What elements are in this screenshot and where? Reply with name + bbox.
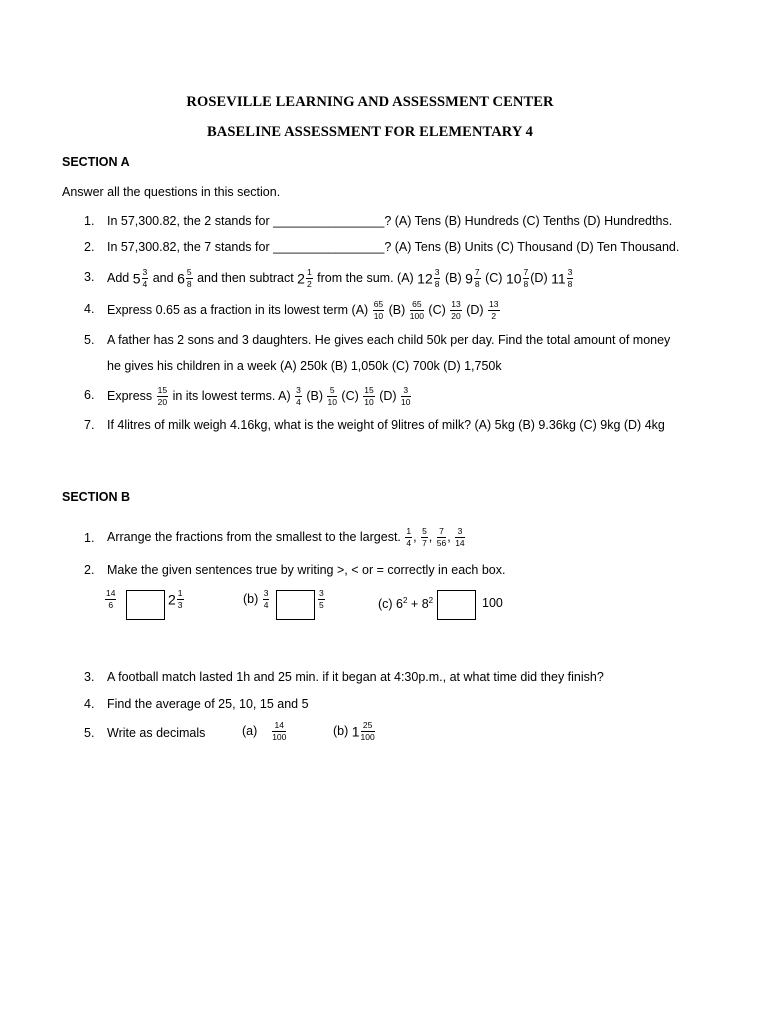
fraction	[327, 386, 336, 407]
denominator: 4	[296, 397, 301, 407]
numerator: 3	[567, 267, 573, 277]
denominator: 10	[401, 397, 411, 407]
question-text-line1: A father has 2 sons and 3 daughters. He gives each child 50k per day. Find the total amount of money	[107, 333, 671, 347]
numerator: 7	[437, 527, 446, 538]
question-number: 3.	[84, 670, 95, 684]
text-part: (B)	[385, 302, 409, 317]
numerator: 3	[263, 588, 269, 598]
fraction	[410, 300, 424, 321]
section-a-heading: SECTION A	[62, 155, 130, 169]
denominator: 20	[451, 311, 461, 321]
text-part: (D)	[375, 388, 401, 403]
question-number: 7.	[84, 418, 95, 432]
denominator: 10	[373, 311, 384, 321]
numerator: 7	[474, 267, 480, 277]
school-title: ROSEVILLE LEARNING AND ASSESSMENT CENTER	[186, 94, 554, 110]
text-part: Express	[107, 388, 156, 403]
denominator: 8	[523, 279, 529, 289]
answer-box-a[interactable]	[126, 590, 165, 620]
fraction	[105, 589, 116, 610]
numerator: 1	[406, 526, 412, 536]
numerator: 3	[296, 385, 301, 395]
whole-number: 10	[505, 270, 522, 287]
question-text: In 57,300.82, the 2 stands for ________________? (A) Tens (B) Hundreds (C) Tenths (D) Hundredths.	[107, 214, 673, 228]
answer-box-c[interactable]	[437, 590, 476, 620]
question-number: 1.	[84, 214, 95, 228]
question-number: 6.	[84, 388, 95, 402]
numerator: 65	[410, 300, 424, 311]
text-part: in its lowest terms. A)	[169, 388, 295, 403]
denominator: 2	[306, 279, 312, 289]
numerator: 5	[186, 267, 192, 277]
denominator: 14	[455, 538, 465, 548]
text-part: (C)	[337, 388, 363, 403]
denominator: 6	[108, 600, 114, 610]
text-part: Add	[107, 270, 133, 285]
whole-number: 11	[551, 270, 566, 287]
denominator: 7	[422, 538, 427, 548]
numerator: 13	[489, 299, 499, 309]
fraction	[437, 527, 446, 548]
question-number: 1.	[84, 531, 95, 545]
compare-a-right	[168, 589, 185, 610]
fraction	[405, 527, 412, 548]
numerator: 14	[272, 721, 286, 732]
text-part: from the sum. (A)	[313, 270, 418, 285]
fraction	[401, 386, 410, 407]
fraction	[263, 589, 270, 610]
fraction	[306, 268, 313, 289]
denominator: 5	[319, 600, 324, 610]
numerator: 7	[523, 267, 529, 277]
whole-number: 1	[351, 723, 360, 740]
question-number: 2.	[84, 563, 95, 577]
question-body	[107, 527, 466, 548]
fraction	[488, 300, 499, 321]
numerator: 15	[157, 385, 168, 395]
denominator: 4	[142, 279, 148, 289]
numerator: 1	[177, 588, 183, 598]
whole-number: 2	[168, 591, 176, 608]
denominator: 4	[263, 600, 269, 610]
denominator: 8	[434, 279, 440, 289]
numerator: 14	[106, 588, 116, 598]
text-part: + 8	[407, 597, 429, 612]
question-number: 4.	[84, 302, 95, 316]
text-part: (B)	[302, 388, 327, 403]
question-text: A football match lasted 1h and 25 min. if it began at 4:30p.m., at what time did they finish?	[107, 670, 604, 684]
whole-number: 2	[297, 270, 305, 287]
numerator: 65	[373, 299, 384, 309]
text-part: (C)	[481, 270, 506, 285]
question-text-line2: he gives his children in a week (A) 250k (B) 1,050k (C) 700k (D) 1,750k	[107, 359, 502, 373]
decimal-item-b	[333, 721, 376, 742]
numerator: 13	[451, 299, 461, 309]
question-text: If 4litres of milk weigh 4.16kg, what is the weight of 9litres of milk? (A) 5kg (B) 9.36kg (C) 9kg (D) 4kg	[107, 418, 665, 432]
fraction	[434, 268, 441, 289]
fraction	[455, 527, 464, 548]
denominator: 8	[567, 279, 573, 289]
decimal-item-a	[242, 721, 287, 742]
denominator: 100	[360, 732, 375, 742]
question-text: Find the average of 25, 10, 15 and 5	[107, 697, 309, 711]
question-number: 4.	[84, 697, 95, 711]
denominator: 2	[491, 311, 497, 321]
question-body	[107, 386, 412, 407]
whole-number: 12	[417, 270, 433, 287]
fraction	[272, 721, 286, 742]
numerator: 5	[327, 386, 336, 397]
item-label: (a)	[242, 723, 258, 738]
fraction	[157, 386, 168, 407]
question-number: 5.	[84, 726, 95, 740]
denominator: 56	[436, 538, 447, 548]
question-body	[107, 300, 501, 321]
whole-number: 5	[132, 270, 141, 287]
fraction	[295, 386, 302, 407]
text-part: (D)	[462, 302, 488, 317]
fraction	[177, 589, 184, 610]
question-number: 3.	[84, 270, 95, 284]
fraction	[567, 268, 574, 289]
fraction	[318, 589, 325, 610]
fraction	[142, 268, 149, 289]
question-number: 2.	[84, 240, 95, 254]
denominator: 3	[177, 600, 183, 610]
text-part: Express 0.65 as a fraction in its lowest term (A)	[107, 302, 372, 317]
denominator: 8	[474, 279, 480, 289]
numerator: 3	[401, 386, 410, 397]
fraction	[186, 268, 193, 289]
whole-number: 6	[177, 270, 185, 287]
denominator: 20	[157, 397, 168, 407]
whole-number: 9	[465, 270, 473, 287]
denominator: 100	[272, 732, 287, 742]
denominator: 4	[406, 538, 412, 548]
exponent: 2	[428, 596, 434, 605]
numerator: 3	[142, 267, 148, 277]
question-text: Make the given sentences true by writing >, < or = correctly in each box.	[107, 563, 506, 577]
text-part: and then subtract	[193, 270, 298, 285]
question-text: Write as decimals	[107, 726, 206, 740]
question-text: In 57,300.82, the 7 stands for ________________? (A) Tens (B) Units (C) Thousand (D) Ten Thousand.	[107, 240, 680, 254]
text-part: Arrange the fractions from the smallest to the largest.	[107, 529, 405, 544]
fraction	[373, 300, 384, 321]
separator: ,	[413, 529, 417, 544]
denominator: 10	[364, 397, 374, 407]
compare-b-left	[243, 589, 270, 610]
compare-c-right: 100	[482, 596, 503, 610]
exponent: 2	[403, 596, 408, 605]
numerator: 3	[434, 267, 440, 277]
text-part: (B)	[441, 270, 466, 285]
item-label: (b)	[243, 591, 262, 606]
fraction	[361, 721, 375, 742]
fraction	[421, 527, 428, 548]
fraction	[363, 386, 374, 407]
compare-c-left	[378, 596, 433, 611]
section-a-instruction: Answer all the questions in this section.	[62, 185, 281, 199]
answer-box-b[interactable]	[276, 590, 315, 620]
compare-b-right	[317, 589, 326, 610]
item-label: (c) 6	[378, 597, 403, 612]
numerator: 5	[422, 526, 427, 536]
compare-a-left	[104, 589, 117, 610]
fraction	[523, 268, 530, 289]
separator: ,	[447, 529, 451, 544]
denominator: 8	[186, 279, 192, 289]
fraction	[474, 268, 481, 289]
numerator: 15	[364, 385, 374, 395]
question-number: 5.	[84, 333, 95, 347]
numerator: 3	[319, 588, 324, 598]
numerator: 1	[306, 267, 312, 277]
item-label: (b)	[333, 723, 352, 738]
fraction	[450, 300, 461, 321]
denominator: 100	[409, 311, 424, 321]
numerator: 3	[455, 527, 464, 538]
denominator: 10	[327, 397, 337, 407]
separator: ,	[428, 529, 433, 544]
section-b-heading: SECTION B	[62, 490, 131, 504]
text-part: (D)	[530, 270, 552, 285]
assessment-title: BASELINE ASSESSMENT FOR ELEMENTARY 4	[207, 124, 533, 140]
text-part: (C)	[424, 302, 450, 317]
text-part: and	[149, 270, 178, 285]
question-body	[107, 268, 574, 289]
numerator: 25	[361, 721, 375, 732]
